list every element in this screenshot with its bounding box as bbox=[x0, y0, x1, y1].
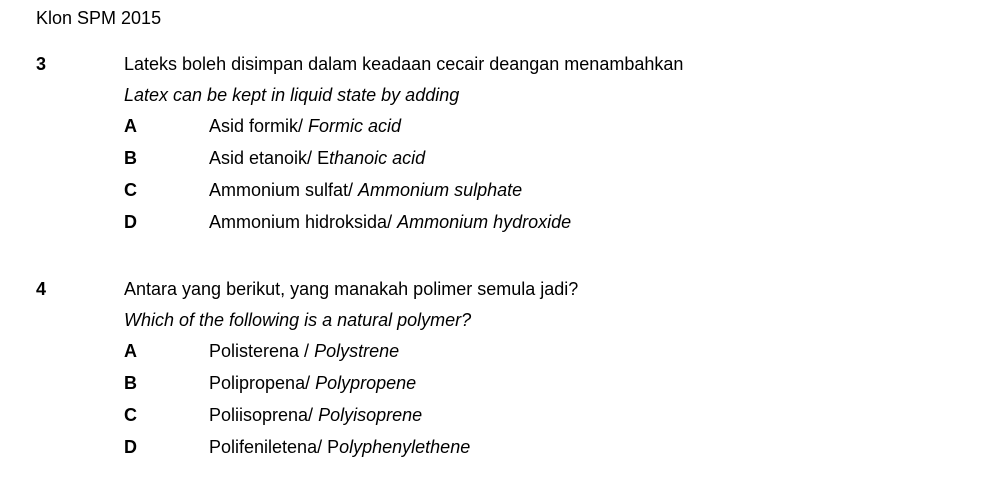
option-text-english: Polypropene bbox=[315, 373, 417, 393]
option-text bbox=[209, 147, 425, 169]
option-text-english: Formic acid bbox=[308, 116, 402, 136]
option-text-english: Ammonium sulphate bbox=[358, 180, 523, 200]
option-letter: D bbox=[124, 437, 137, 457]
option-a[interactable] bbox=[36, 115, 976, 147]
option-text-malay: Ammonium hidroksida/ bbox=[209, 212, 398, 232]
option-text-english-prefix: P bbox=[327, 437, 340, 457]
option-text bbox=[209, 211, 571, 233]
question-3 bbox=[36, 53, 976, 243]
option-text-malay: Asid etanoik/ bbox=[209, 148, 318, 168]
option-text-english: Polystrene bbox=[314, 341, 400, 361]
option-c[interactable] bbox=[36, 404, 976, 436]
question-stem-english: Which of the following is a natural polymer? bbox=[124, 310, 472, 330]
option-text-english: Polyisoprene bbox=[318, 405, 423, 425]
option-text-english: thanoic acid bbox=[329, 148, 426, 168]
option-text-malay: Poliisoprena/ bbox=[209, 405, 319, 425]
option-text-english: olyphenylethene bbox=[339, 437, 471, 457]
question-stem-malay: Lateks boleh disimpan dalam keadaan cecair deangan menambahkan bbox=[124, 54, 684, 74]
option-letter: B bbox=[124, 373, 137, 393]
option-text-english-prefix: E bbox=[317, 148, 330, 168]
option-text-malay: Ammonium sulfat/ bbox=[209, 180, 359, 200]
question-stem-english-row bbox=[36, 311, 976, 340]
option-letter: C bbox=[124, 180, 137, 200]
option-text bbox=[209, 372, 416, 394]
option-text-malay: Polifeniletena/ bbox=[209, 437, 328, 457]
option-b[interactable] bbox=[36, 372, 976, 404]
option-text bbox=[209, 404, 422, 426]
option-c[interactable] bbox=[36, 179, 976, 211]
option-text-malay: Asid formik/ bbox=[209, 116, 309, 136]
option-text-malay: Polipropena/ bbox=[209, 373, 316, 393]
question-stem-malay: Antara yang berikut, yang manakah polimer semula jadi? bbox=[124, 279, 579, 299]
question-stem-english-row bbox=[36, 86, 976, 115]
option-text bbox=[209, 436, 470, 458]
option-text bbox=[209, 115, 401, 137]
question-stem-row bbox=[36, 53, 976, 86]
document-header bbox=[36, 7, 161, 29]
option-letter: B bbox=[124, 148, 137, 168]
option-letter: D bbox=[124, 212, 137, 232]
option-text bbox=[209, 340, 399, 362]
option-text-english: Ammonium hydroxide bbox=[397, 212, 572, 232]
question-4 bbox=[36, 278, 976, 468]
option-text-malay: Polisterena / bbox=[209, 341, 315, 361]
option-d[interactable] bbox=[36, 211, 976, 243]
option-letter: A bbox=[124, 341, 137, 361]
question-stem-row bbox=[36, 278, 976, 311]
option-letter: C bbox=[124, 405, 137, 425]
question-number: 4 bbox=[36, 279, 47, 299]
question-number: 3 bbox=[36, 54, 47, 74]
question-stem-english: Latex can be kept in liquid state by adding bbox=[124, 85, 460, 105]
option-text bbox=[209, 179, 522, 201]
option-letter: A bbox=[124, 116, 137, 136]
header-title: Klon SPM 2015 bbox=[36, 8, 162, 28]
option-a[interactable] bbox=[36, 340, 976, 372]
option-b[interactable] bbox=[36, 147, 976, 179]
option-d[interactable] bbox=[36, 436, 976, 468]
